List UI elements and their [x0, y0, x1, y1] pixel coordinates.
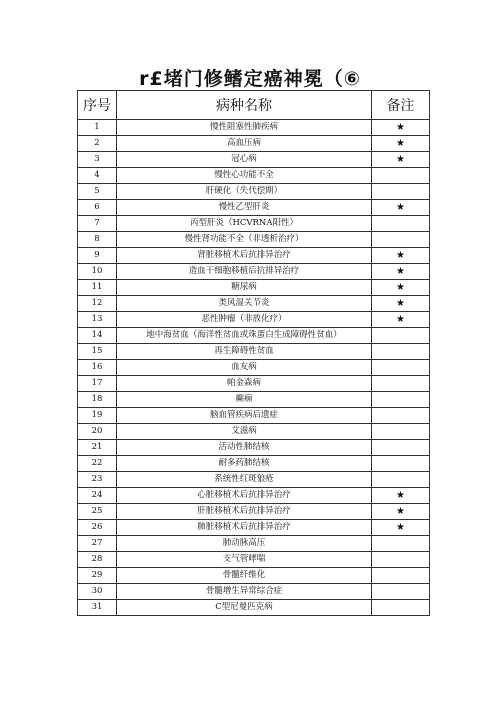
row-serial-number: 3: [78, 152, 117, 168]
row-remark-star-icon: [372, 536, 430, 552]
row-disease-name: 慢性心功能不全: [117, 168, 372, 184]
row-disease-name: 糖尿病: [117, 280, 372, 296]
row-remark-star-icon: ★: [372, 312, 430, 328]
row-remark-star-icon: [372, 392, 430, 408]
row-disease-name: 地中海贫血（海洋性贫血或珠蛋白生成障碍性贫血）: [117, 328, 372, 344]
row-remark-star-icon: [372, 552, 430, 568]
row-remark-star-icon: [372, 584, 430, 600]
table-row: [78, 456, 430, 472]
row-remark-star-icon: ★: [372, 200, 430, 216]
row-remark-star-icon: ★: [372, 136, 430, 152]
table-row: [78, 232, 430, 248]
table-row: [78, 168, 430, 184]
row-remark-star-icon: ★: [372, 152, 430, 168]
row-serial-number: 31: [78, 600, 117, 616]
row-remark-star-icon: ★: [372, 504, 430, 520]
row-remark-star-icon: [372, 168, 430, 184]
row-remark-star-icon: [372, 328, 430, 344]
table-row: [78, 312, 430, 328]
row-disease-name: 丙型肝炎（HCVRNA阳性）: [117, 216, 372, 232]
table-row: [78, 280, 430, 296]
table-row: [78, 248, 430, 264]
row-remark-star-icon: [372, 360, 430, 376]
page-title: r£堵门修鳍定癌神冕（⑥: [139, 68, 361, 90]
row-disease-name: 血友病: [117, 360, 372, 376]
row-disease-name: 骨髓纤维化: [117, 568, 372, 584]
row-remark-star-icon: ★: [372, 248, 430, 264]
row-remark-star-icon: [372, 440, 430, 456]
row-remark-star-icon: [372, 232, 430, 248]
table-row: [78, 600, 430, 616]
header-serial-number: 序号: [78, 91, 117, 120]
table-row: [78, 408, 430, 424]
row-serial-number: 16: [78, 360, 117, 376]
table-row: [78, 472, 430, 488]
row-disease-name: 肺动脉高压: [117, 536, 372, 552]
row-disease-name: 系统性红斑狼疮: [117, 472, 372, 488]
row-disease-name: 艾滋病: [117, 424, 372, 440]
row-remark-star-icon: [372, 184, 430, 200]
row-disease-name: 恶性肿瘤（非放化疗）: [117, 312, 372, 328]
row-disease-name: 再生障碍性贫血: [117, 344, 372, 360]
row-serial-number: 8: [78, 232, 117, 248]
table-row: [78, 296, 430, 312]
row-disease-name: 慢性阻塞性肺疾病: [117, 120, 372, 136]
row-serial-number: 15: [78, 344, 117, 360]
row-remark-star-icon: ★: [372, 520, 430, 536]
row-remark-star-icon: [372, 472, 430, 488]
row-remark-star-icon: [372, 456, 430, 472]
row-disease-name: 心脏移植术后抗排异治疗: [117, 488, 372, 504]
header-remarks: 备注: [372, 91, 430, 120]
table-row: [78, 552, 430, 568]
row-remark-star-icon: ★: [372, 488, 430, 504]
row-disease-name: 肝脏移植术后抗排异治疗: [117, 504, 372, 520]
table-row: [78, 120, 430, 136]
row-serial-number: 26: [78, 520, 117, 536]
row-remark-star-icon: [372, 568, 430, 584]
row-disease-name: 癫痫: [117, 392, 372, 408]
table-row: [78, 376, 430, 392]
row-serial-number: 27: [78, 536, 117, 552]
table-row: [78, 264, 430, 280]
row-remark-star-icon: [372, 408, 430, 424]
row-serial-number: 22: [78, 456, 117, 472]
table-row: [78, 344, 430, 360]
row-remark-star-icon: [372, 376, 430, 392]
row-serial-number: 6: [78, 200, 117, 216]
row-remark-star-icon: ★: [372, 120, 430, 136]
row-serial-number: 14: [78, 328, 117, 344]
row-disease-name: 肺脏移植术后抗排异治疗: [117, 520, 372, 536]
row-serial-number: 25: [78, 504, 117, 520]
row-serial-number: 28: [78, 552, 117, 568]
header-disease-name: 病种名称: [117, 91, 372, 120]
row-remark-star-icon: ★: [372, 264, 430, 280]
row-disease-name: 脑血管疾病后遗症: [117, 408, 372, 424]
row-disease-name: 帕金森病: [117, 376, 372, 392]
row-disease-name: C型尼曼匹克病: [117, 600, 372, 616]
row-serial-number: 23: [78, 472, 117, 488]
table-row: [78, 216, 430, 232]
table-row: [78, 520, 430, 536]
table-body: [78, 120, 430, 616]
row-remark-star-icon: ★: [372, 280, 430, 296]
table-header-row: [78, 91, 430, 120]
row-serial-number: 5: [78, 184, 117, 200]
row-serial-number: 12: [78, 296, 117, 312]
row-disease-name: 骨髓增生异常综合症: [117, 584, 372, 600]
row-serial-number: 4: [78, 168, 117, 184]
table-row: [78, 584, 430, 600]
row-remark-star-icon: [372, 216, 430, 232]
table-row: [78, 152, 430, 168]
row-serial-number: 24: [78, 488, 117, 504]
row-remark-star-icon: ★: [372, 296, 430, 312]
table-row: [78, 488, 430, 504]
row-serial-number: 29: [78, 568, 117, 584]
row-disease-name: 活动性肺结核: [117, 440, 372, 456]
table-row: [78, 136, 430, 152]
disease-table: [77, 90, 430, 616]
row-serial-number: 20: [78, 424, 117, 440]
row-serial-number: 18: [78, 392, 117, 408]
table-row: [78, 328, 430, 344]
table-row: [78, 536, 430, 552]
row-disease-name: 肾脏移植术后抗排异治疗: [117, 248, 372, 264]
table-row: [78, 200, 430, 216]
table-row: [78, 504, 430, 520]
row-disease-name: 类风湿关节炎: [117, 296, 372, 312]
row-remark-star-icon: [372, 424, 430, 440]
row-serial-number: 11: [78, 280, 117, 296]
table-row: [78, 360, 430, 376]
row-disease-name: 造血干细胞移植后抗排异治疗: [117, 264, 372, 280]
row-serial-number: 13: [78, 312, 117, 328]
row-serial-number: 7: [78, 216, 117, 232]
row-serial-number: 19: [78, 408, 117, 424]
row-serial-number: 9: [78, 248, 117, 264]
row-serial-number: 17: [78, 376, 117, 392]
row-remark-star-icon: [372, 344, 430, 360]
row-serial-number: 21: [78, 440, 117, 456]
row-disease-name: 慢性肾功能不全（非透析治疗）: [117, 232, 372, 248]
row-serial-number: 10: [78, 264, 117, 280]
row-remark-star-icon: [372, 600, 430, 616]
row-disease-name: 支气管哮喘: [117, 552, 372, 568]
row-serial-number: 2: [78, 136, 117, 152]
table-row: [78, 440, 430, 456]
table-row: [78, 568, 430, 584]
row-serial-number: 30: [78, 584, 117, 600]
table-row: [78, 392, 430, 408]
row-disease-name: 慢性乙型肝炎: [117, 200, 372, 216]
row-disease-name: 高血压病: [117, 136, 372, 152]
row-serial-number: 1: [78, 120, 117, 136]
table-row: [78, 184, 430, 200]
row-disease-name: 耐多药肺结核: [117, 456, 372, 472]
table-row: [78, 424, 430, 440]
row-disease-name: 冠心病: [117, 152, 372, 168]
row-disease-name: 肝硬化（失代偿期）: [117, 184, 372, 200]
